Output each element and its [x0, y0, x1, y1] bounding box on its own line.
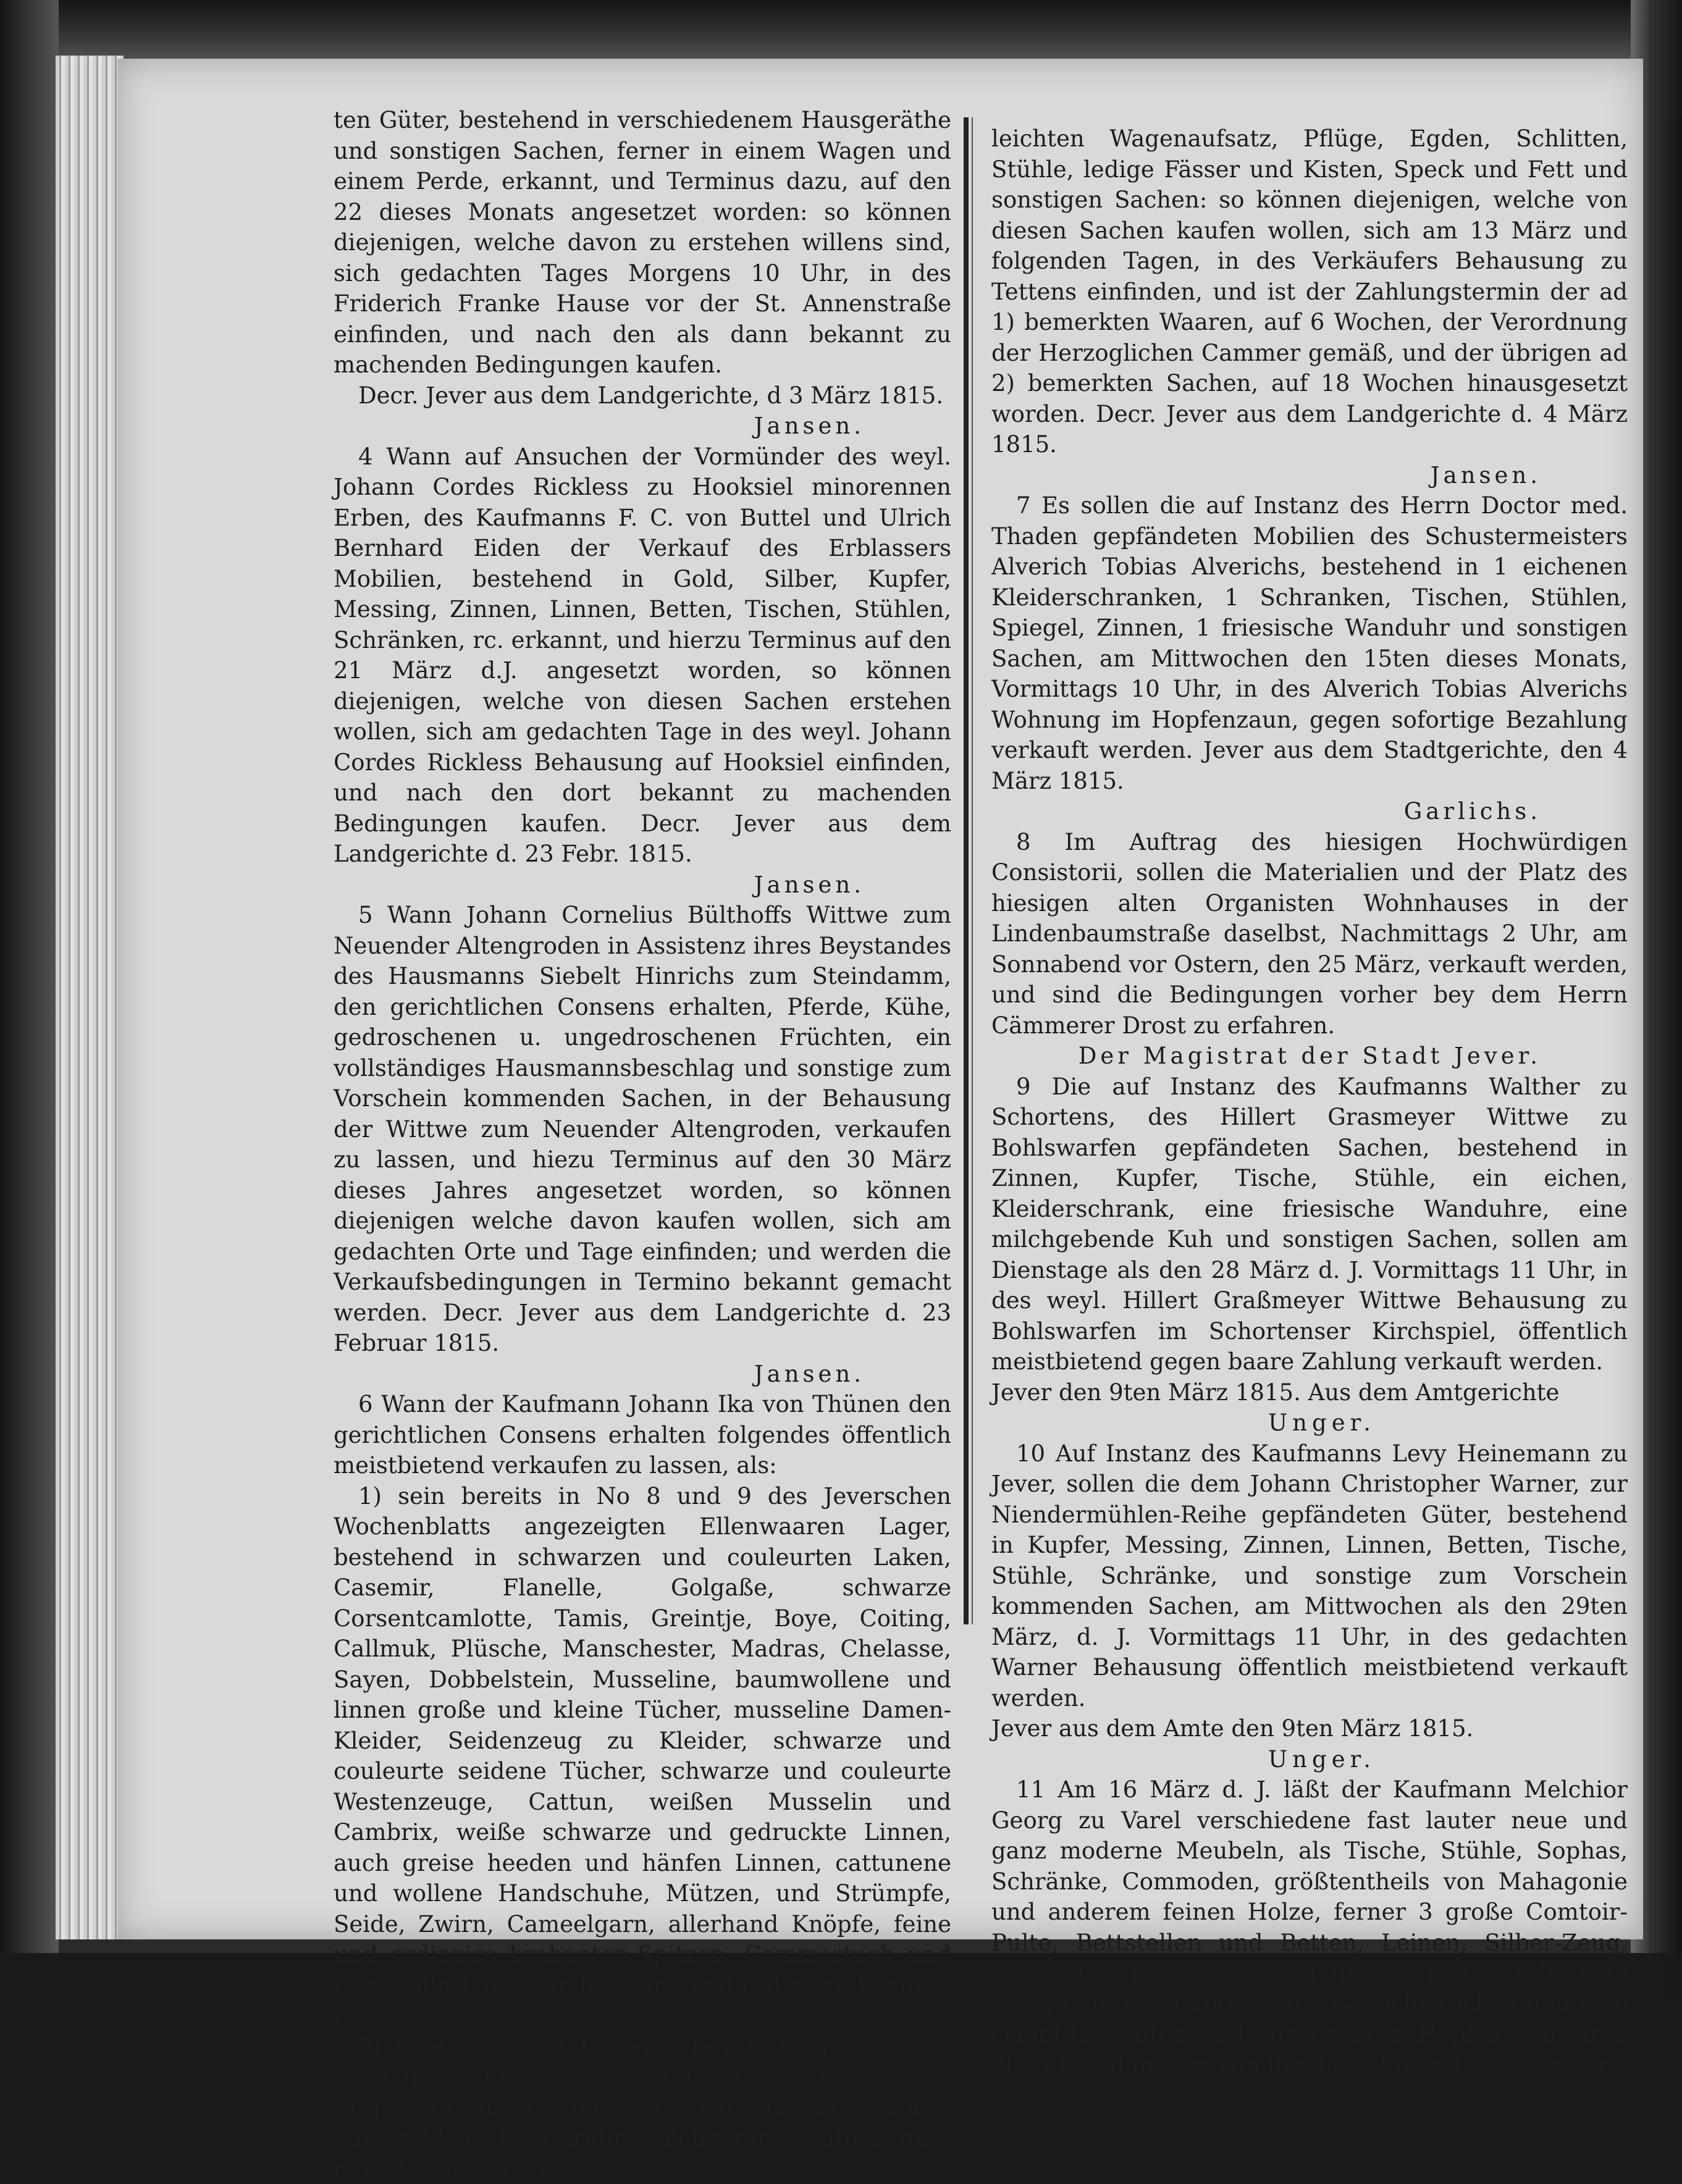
- notice-paragraph: 7 Es sollen die auf Instanz des Herrn Doctor med. Thaden gepfändeten Mobilien des Schustermeisters Alverich Tobias Alverichs, bestehend in 1 eichenen Kleiderschranken, 1 Schranken, Tischen, Stühlen, Spiegel, Zinnen, 1 friesische Wanduhr und sonstigen Sachen, am Mittwochen den 15ten dieses Monats, Vormittags 10 Uhr, in des Alverich Tobias Alverichs Wohnung im Hopfenzaun, gegen sofortige Bezahlung verkauft werden. Jever aus dem Stadtgerichte, den 4 März 1815.: [991, 490, 1628, 796]
- column-divider-thin: [972, 117, 973, 1624]
- signature: Unger.: [991, 1744, 1628, 1775]
- notice-paragraph: Decr. Jever aus dem Landgerichte, d 3 März 1815.: [334, 380, 951, 411]
- signature: Jansen.: [334, 411, 951, 442]
- notice-paragraph: leichten Wagenaufsatz, Pflüge, Egden, Schlitten, Stühle, ledige Fässer und Kisten, Speck und Fett und sonstigen Sachen: so können diejenigen, welche von diesen Sachen kaufen wollen, sich am 13 März und folgenden Tagen, in des Verkäufers Behausung zu Tettens einfinden, und ist der Zahlungstermin der ad 1) bemerkten Waaren, auf 6 Wochen, der Verordnung der Herzoglichen Cammer gemäß, und der übrigen ad 2) bemerkten Sachen, auf 18 Wochen hinausgesetzt worden. Decr. Jever aus dem Landgerichte d. 4 März 1815.: [991, 124, 1628, 460]
- right-column: [991, 124, 1628, 2080]
- notice-paragraph: 11 Am 16 März d. J. läßt der Kaufmann Melchior Georg zu Varel verschiedene fast lauter neue und ganz moderne Meubeln, als Tische, Stühle, Sophas, Schränke, Commoden, größtentheils von Mahagonie und anderem feinen Holze, ferner 3 große Comtoir-Pulte, Bettstellen und Betten, Leinen, Silber-Zeug, Porcellain, Fußdecken, ein großes neues Zelt, eine Waage mit circa 2000 Pfund Gewichtstücken und eine Quantitaet alten und conservirten Hopfen von circa 3000 Pfund in dem von ihm bewohnten Hause an der: [991, 1774, 1628, 2080]
- notice-paragraph: 8 Im Auftrag des hiesigen Hochwürdigen Consistorii, sollen die Materialien und der Platz des hiesigen alten Organisten Wohnhauses in der Lindenbaumstraße daselbst, Nachmittags 2 Uhr, am Sonnabend vor Ostern, den 25 März, verkauft werden, und sind die Bedingungen vorher bey dem Herrn Cämmerer Drost zu erfahren.: [991, 827, 1628, 1041]
- notice-paragraph: 10 Auf Instanz des Kaufmanns Levy Heinemann zu Jever, sollen die dem Johann Christopher Warner, zur Niendermühlen-Reihe gepfändeten Güter, bestehend in Kupfer, Messing, Zinnen, Linnen, Betten, Tische, Stühle, Schränke, und sonstige zum Vorschein kommenden Sachen, am Mittwochen als den 29ten März, d. J. Vormittags 11 Uhr, in des gedachten Warner Behausung öffentlich meistbietend verkauft werden.: [991, 1438, 1628, 1714]
- notice-paragraph: Jever aus dem Amte den 9ten März 1815.: [991, 1713, 1628, 1744]
- book-cover-top: [0, 0, 1682, 59]
- left-column: [334, 105, 951, 2184]
- notice-paragraph: 2) eine Quantität Genever bey Oxhaupter, einen noch guten englischen Sattel, einen vilterier oder Tropfstein mit Gestell, eine silberne Taschenuhr, eine goldene Repetiruhr, Milchgeräthschaften, gute neue Säcke, einen: [334, 2031, 951, 2184]
- signature: Jansen.: [334, 1359, 951, 1390]
- notice-paragraph: 4 Wann auf Ansuchen der Vormünder des weyl. Johann Cordes Rickless zu Hooksiel minorennen Erben, des Kaufmanns F. C. von Buttel und Ulrich Bernhard Eiden der Verkauf des Erblassers Mobilien, bestehend in Gold, Silber, Kupfer, Messing, Zinnen, Linnen, Betten, Tischen, Stühlen, Schränken, rc. erkannt, und hierzu Terminus auf den 21 März d.J. angesetzt worden, so können diejenigen, welche von diesen Sachen erstehen wollen, sich am gedachten Tage in des weyl. Johann Cordes Rickless Behausung auf Hooksiel einfinden, und nach den dort bekannt zu machenden Bedingungen kaufen. Decr. Jever aus dem Landgerichte d. 23 Febr. 1815.: [334, 442, 951, 870]
- book-cover-left: [0, 0, 59, 1953]
- notice-paragraph: Jever den 9ten März 1815. Aus dem Amtgerichte: [991, 1377, 1628, 1408]
- signature: Jansen.: [991, 460, 1628, 491]
- signature: Jansen.: [334, 870, 951, 901]
- notice-paragraph: ten Güter, bestehend in verschiedenem Hausgeräthe und sonstigen Sachen, ferner in einem Wagen und einem Perde, erkannt, und Terminus dazu, auf den 22 dieses Monats angesetzet worden: so können diejenigen, welche davon zu erstehen willens sind, sich gedachten Tages Morgens 10 Uhr, in des Friderich Franke Hause vor der St. Annenstraße einfinden, und nach den als dann bekannt zu machenden Bedingungen kaufen.: [334, 105, 951, 380]
- column-divider: [964, 117, 969, 1624]
- notice-paragraph: 9 Die auf Instanz des Kaufmanns Walther zu Schortens, des Hillert Grasmeyer Wittwe zu Bohlswarfen gepfändeten Sachen, bestehend in Zinnen, Kupfer, Tische, Stühle, ein eichen, Kleiderschrank, eine friesische Wanduhre, eine milchgebende Kuh und sonstigen Sachen, sollen am Dienstage als den 28 März d. J. Vormittags 11 Uhr, in des weyl. Hillert Graßmeyer Wittwe Behausung zu Bohlswarfen im Schortenser Kirchspiel, öffentlich meistbietend gegen baare Zahlung verkauft werden.: [991, 1072, 1628, 1377]
- signature: Garlichs.: [991, 796, 1628, 827]
- page-shadow: [1655, 117, 1682, 1998]
- signature: Der Magistrat der Stadt Jever.: [991, 1041, 1628, 1072]
- notice-paragraph: 6 Wann der Kaufmann Johann Ika von Thünen den gerichtlichen Consens erhalten folgendes öffentlich meistbietend verkaufen zu lassen, als:: [334, 1389, 951, 1481]
- notice-paragraph: 1) sein bereits in No 8 und 9 des Jeverschen Wochenblatts angezeigten Ellenwaaren Lager, bestehend in schwarzen und couleurten Laken, Casemir, Flanelle, Golgaße, schwarze Corsentcamlotte, Tamis, Greintje, Boye, Coiting, Callmuk, Plüsche, Manschester, Madras, Chelasse, Sayen, Dobbelstein, Musseline, baumwollene und linnen große und kleine Tücher, musseline Damen-Kleider, Seidenzeug zu Kleider, schwarze und couleurte seidene Tücher, schwarze und couleurte Westenzeuge, Cattun, weißen Musselin und Cambrix, weiße schwarze und gedruckte Linnen, auch greise heeden und hänfen Linnen, cattunene und wollene Handschuhe, Mützen, und Strümpfe, Seide, Zwirn, Cameelgarn, allerhand Knöpfe, feine und ordinaire brabanter Spitzen, Cammertuch und Gage, allerhand Bänder, feine und ordinaire Filzhüte rc.: [334, 1481, 951, 2031]
- signature: Unger.: [991, 1408, 1628, 1438]
- newspaper-page: [117, 59, 1643, 1939]
- page-edges: [56, 56, 124, 1939]
- notice-paragraph: 5 Wann Johann Cornelius Bülthoffs Wittwe zum Neuender Altengroden in Assistenz ihres Beystandes des Hausmanns Siebelt Hinrichs zum Steindamm, den gerichtlichen Consens erhalten, Pferde, Kühe, gedroschenen u. ungedroschenen Früchten, ein vollständiges Hausmannsbeschlag und sonstige zum Vorschein kommenden Sachen, in der Behausung der Wittwe zum Neuender Altengroden, verkaufen zu lassen, und hiezu Terminus auf den 30 März dieses Jahres angesetzet worden, so können diejenigen welche davon kaufen wollen, sich am gedachten Orte und Tage einfinden; und werden die Verkaufsbedingungen in Termino bekannt gemacht werden. Decr. Jever aus dem Landgerichte d. 23 Februar 1815.: [334, 900, 951, 1359]
